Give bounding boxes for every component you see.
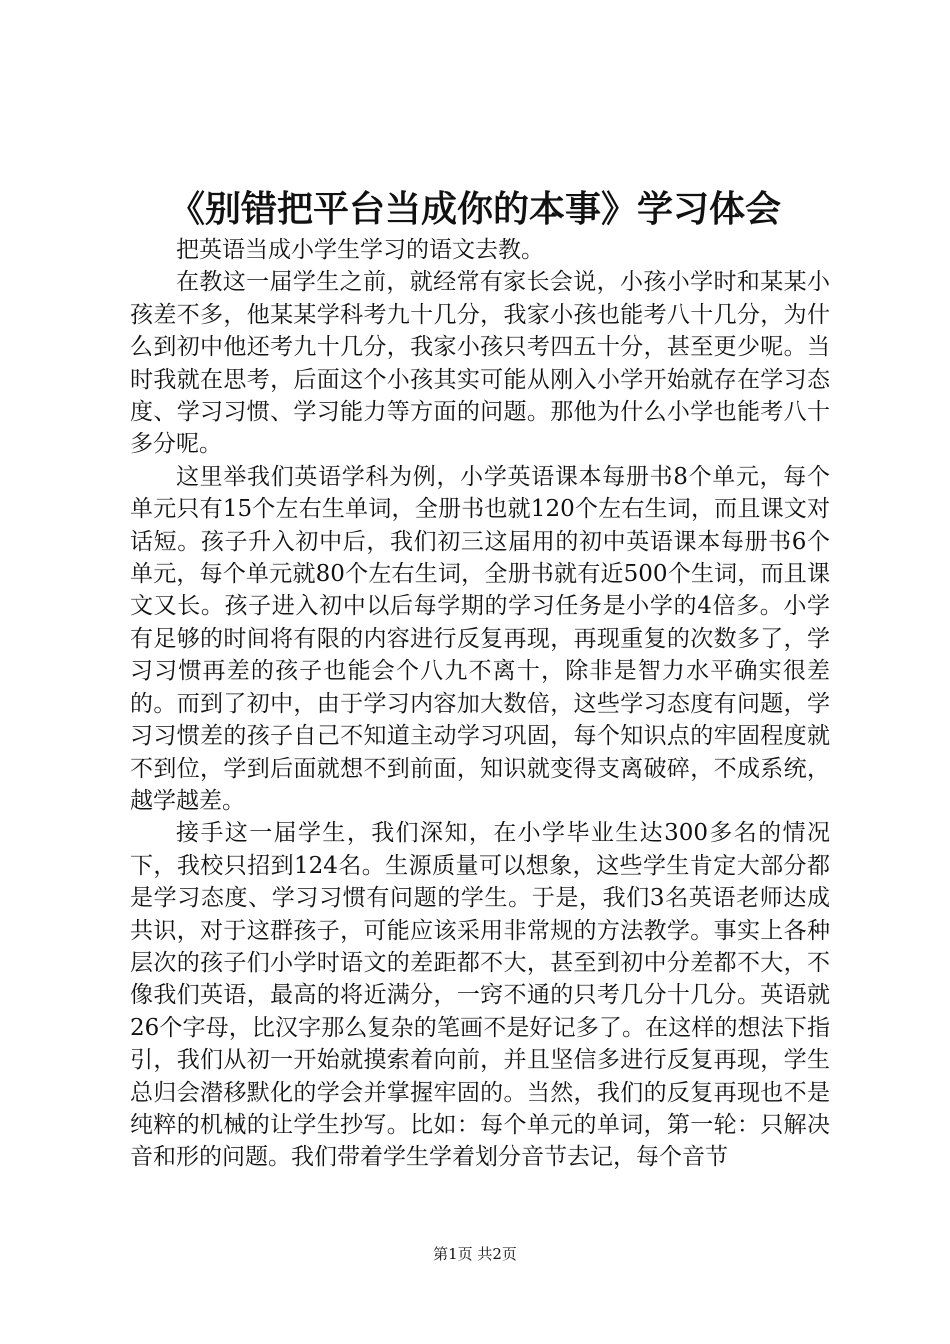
- paragraph: 这里举我们英语学科为例，小学英语课本每册书8个单元，每个单元只有15个左右生单词，全册书也就120个左右生词，而且课文对话短。孩子升入初中后，我们初三这届用的初中英语课本每册书6个单元，每个单元就80个左右生词，全册书就有近500个生词，而且课文又长。孩子进入初中以后每学期的学习任务是小学的4倍多。小学有足够的时间将有限的内容进行反复再现，再现重复的次数多了，学习习惯再差的孩子也能会个八九不离十，除非是智力水平确实很差的。而到了初中，由于学习内容加大数倍，这些学习态度有问题，学习习惯差的孩子自己不知道主动学习巩固，每个知识点的牢固程度就不到位，学到后面就想不到前面，知识就变得支离破碎，不成系统，越学越差。: [130, 463, 830, 814]
- page-footer: [0, 1244, 950, 1264]
- paragraph: 在教这一届学生之前，就经常有家长会说，小孩小学时和某某小孩差不多，他某某学科考九十几分，我家小孩也能考八十几分，为什么到初中他还考九十几分，我家小孩只考四五十分，甚至更少呢。当时我就在思考，后面这个小孩其实可能从刚入小学开始就存在学习态度、学习习惯、学习能力等方面的问题。那他为什么小学也能考八十多分呢。: [130, 269, 830, 458]
- document-body: [130, 234, 830, 1174]
- paragraph: 接手这一届学生，我们深知，在小学毕业生达300多名的情况下，我校只招到124名。生源质量可以想象，这些学生肯定大部分都是学习态度、学习习惯有问题的学生。于是，我们3名英语老师达成共识，对于这群孩子，可能应该采用非常规的方法教学。事实上各种层次的孩子们小学时语文的差距都不大，甚至到初中分差都不大，不像我们英语，最高的将近满分，一窍不通的只考几分十几分。英语就26个字母，比汉字那么复杂的笔画不是好记多了。在这样的想法下指引，我们从初一开始就摸索着向前，并且坚信多进行反复再现，学生总归会潜移默化的学会并掌握牢固的。当然，我们的反复再现也不是纯粹的机械的让学生抄写。比如：每个单元的单词，第一轮：只解决音和形的问题。我们带着学生学着划分音节去记，每个音节: [130, 820, 830, 1171]
- document-title: 《别错把平台当成你的本事》学习体会: [168, 188, 781, 230]
- paragraph: 把英语当成小学生学习的语文去教。: [176, 237, 544, 263]
- page-number-indicator: 第1页 共2页: [433, 1245, 517, 1263]
